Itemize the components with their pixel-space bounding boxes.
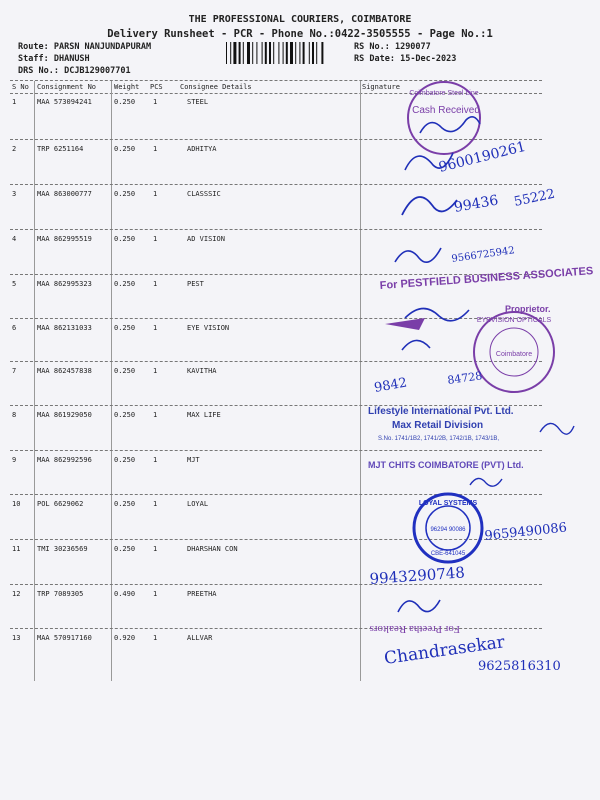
row-pcs: 1 (153, 145, 158, 153)
row-sno: 5 (12, 280, 17, 288)
row-separator (10, 318, 542, 319)
row-consignment-no: MAA 863000777 (37, 190, 92, 198)
row-consignment-no: TMI 30236569 (37, 545, 88, 553)
preetha-stamp: For Preetha Realtors (369, 623, 460, 635)
svg-text:Max Retail Division: Max Retail Division (392, 420, 484, 431)
row-consignee: PEST (187, 280, 204, 288)
row-sno: 11 (12, 545, 21, 553)
col-header-consignee: Consignee Details (180, 83, 252, 91)
route-value: PARSN NANJUNDAPURAM (53, 42, 152, 52)
svg-text:EYEVISION OPTICALS: EYEVISION OPTICALS (476, 317, 552, 324)
row-consignment-no: MAA 573094241 (37, 98, 92, 106)
signature-1 (420, 117, 480, 133)
signature-12 (398, 600, 440, 612)
row-consignment-no: MAA 862995323 (37, 280, 92, 288)
mjt-stamp: MJT CHITS COIMBATORE (PVT) Ltd. (368, 460, 524, 470)
row-weight: 0.250 (114, 324, 136, 332)
row-consignee: STEEL (187, 98, 209, 106)
row-separator (10, 361, 542, 362)
row-separator (10, 184, 542, 185)
row-separator (10, 405, 542, 406)
row-weight: 0.250 (114, 367, 136, 375)
row-consignment-no: MAA 862131033 (37, 324, 92, 332)
staff-label: Staff: (18, 54, 49, 64)
rs-date-label: RS Date: (354, 54, 395, 64)
row-weight: 0.250 (114, 545, 136, 553)
row-consignee: PREETHA (187, 590, 217, 598)
col-header-sno: S No (12, 83, 29, 91)
drs-label: DRS No.: (18, 66, 59, 76)
row-consignee: DHARSHAN CON (187, 545, 238, 553)
row-consignment-no: POL 6629062 (37, 500, 84, 508)
svg-text:9566725942: 9566725942 (450, 245, 516, 265)
row-consignee: LOYAL (187, 500, 209, 508)
row-weight: 0.920 (114, 634, 136, 642)
staff-info (18, 54, 90, 64)
column-divider (111, 81, 112, 681)
svg-text:Coimbatore Steel Line: Coimbatore Steel Line (409, 90, 479, 97)
signature-9 (470, 478, 502, 486)
row-weight: 0.250 (114, 456, 136, 464)
row-pcs: 1 (153, 590, 158, 598)
header-top-rule (10, 80, 542, 81)
col-header-signature: Signature (362, 83, 400, 91)
rs-no-label: RS No.: (354, 42, 390, 52)
row-separator (10, 494, 542, 495)
svg-text:CBE-641045: CBE-641045 (430, 551, 466, 557)
row-separator (10, 450, 542, 451)
row-consignment-no: MAA 862457838 (37, 367, 92, 375)
row-separator (10, 139, 542, 140)
row-weight: 0.250 (114, 235, 136, 243)
drs-info (18, 66, 131, 76)
signature-3 (402, 197, 457, 215)
rs-date-info (354, 54, 456, 64)
row-separator (10, 274, 542, 275)
svg-text:S.No. 1741/1B2, 1741/2B, 1742/: S.No. 1741/1B2, 1741/2B, 1742/1B, 1743/1B, (378, 436, 500, 442)
route-label: Route: (18, 42, 49, 52)
row-weight: 0.250 (114, 98, 136, 106)
eyevision-stamp (474, 312, 554, 392)
row-consignment-no: TRP 7089305 (37, 590, 84, 598)
svg-text:Chandrasekar: Chandrasekar (382, 632, 507, 669)
row-weight: 0.250 (114, 411, 136, 419)
svg-text:84728: 84728 (446, 369, 484, 387)
svg-text:LOYAL SYSTEMS: LOYAL SYSTEMS (418, 500, 478, 507)
row-pcs: 1 (153, 367, 158, 375)
row-consignee: AD VISION (187, 235, 225, 243)
row-consignment-no: MAA 862992596 (37, 456, 92, 464)
row-sno: 4 (12, 235, 17, 243)
row-consignee: KAVITHA (187, 367, 217, 375)
svg-text:99436: 99436 (452, 192, 500, 216)
column-divider (360, 81, 361, 681)
row-weight: 0.250 (114, 190, 136, 198)
signature-2 (405, 153, 453, 170)
row-sno: 2 (12, 145, 17, 153)
row-sno: 1 (12, 98, 17, 106)
header-bottom-rule (10, 93, 542, 94)
row-consignee: EYE VISION (187, 324, 230, 332)
svg-text:55222: 55222 (512, 186, 557, 210)
column-divider (34, 81, 35, 681)
row-separator (10, 628, 542, 629)
row-consignee: MAX LIFE (187, 411, 221, 419)
signature-6 (385, 318, 425, 330)
row-consignee: CLASSSIC (187, 190, 221, 198)
svg-text:Cash Received: Cash Received (412, 105, 480, 116)
row-separator (10, 229, 542, 230)
document-title: THE PROFESSIONAL COURIERS, COIMBATORE (188, 14, 412, 25)
row-sno: 7 (12, 367, 17, 375)
row-pcs: 1 (153, 456, 158, 464)
row-consignment-no: MAA 570917160 (37, 634, 92, 642)
col-header-pcs: PCS (150, 83, 163, 91)
row-consignee: ALLVAR (187, 634, 213, 642)
pestfield-stamp: For PESTFIELD BUSINESS ASSOCIATES (379, 265, 594, 292)
rs-no-value: 1290077 (394, 42, 431, 52)
row-pcs: 1 (153, 500, 158, 508)
route-info (18, 42, 151, 52)
signature-4 (395, 248, 441, 262)
row-pcs: 1 (153, 190, 158, 198)
row-separator (10, 584, 542, 585)
row-weight: 0.250 (114, 145, 136, 153)
row-pcs: 1 (153, 280, 158, 288)
row-consignee: MJT (187, 456, 200, 464)
row-consignment-no: TRP 6251164 (37, 145, 84, 153)
row-pcs: 1 (153, 634, 158, 642)
row-sno: 3 (12, 190, 17, 198)
row-separator (10, 539, 542, 540)
row-consignment-no: MAA 861929050 (37, 411, 92, 419)
row-pcs: 1 (153, 545, 158, 553)
proprietor-text: Proprietor. (505, 304, 551, 314)
lifestyle-stamp (368, 406, 514, 442)
row-consignment-no: MAA 862995519 (37, 235, 92, 243)
row-pcs: 1 (153, 324, 158, 332)
drs-value: DCJB129007701 (64, 66, 131, 76)
svg-text:9842: 9842 (373, 375, 409, 396)
row-pcs: 1 (153, 411, 158, 419)
row-pcs: 1 (153, 235, 158, 243)
row-consignee: ADHITYA (187, 145, 217, 153)
col-header-consignment: Consignment No (37, 83, 97, 91)
row-weight: 0.250 (114, 500, 136, 508)
row-weight: 0.250 (114, 280, 136, 288)
row-sno: 8 (12, 411, 17, 419)
svg-text:9600190261: 9600190261 (437, 138, 528, 176)
svg-text:Coimbatore: Coimbatore (495, 351, 533, 358)
row-sno: 13 (12, 634, 21, 642)
barcode (226, 42, 346, 64)
svg-text:9659490086: 9659490086 (483, 520, 568, 544)
row-pcs: 1 (153, 98, 158, 106)
svg-text:9943290748: 9943290748 (369, 563, 466, 588)
staff-value: DHANUSH (53, 54, 90, 64)
loyal-systems-stamp (414, 494, 482, 562)
row-sno: 10 (12, 500, 21, 508)
document-subtitle: Delivery Runsheet - PCR - Phone No.:0422-3505555 - Page No.:1 (107, 28, 493, 40)
svg-text:9625816310: 9625816310 (478, 659, 561, 674)
svg-text:96294 90086: 96294 90086 (430, 527, 466, 533)
col-header-weight: Weight (114, 83, 140, 91)
row-sno: 12 (12, 590, 21, 598)
row-weight: 0.490 (114, 590, 136, 598)
signature-8 (540, 423, 574, 434)
svg-text:Lifestyle International Pvt. L: Lifestyle International Pvt. Ltd. (368, 406, 514, 417)
row-sno: 9 (12, 456, 17, 464)
rs-no-info (354, 42, 431, 52)
rs-date-value: 15-Dec-2023 (400, 54, 457, 64)
row-sno: 6 (12, 324, 17, 332)
